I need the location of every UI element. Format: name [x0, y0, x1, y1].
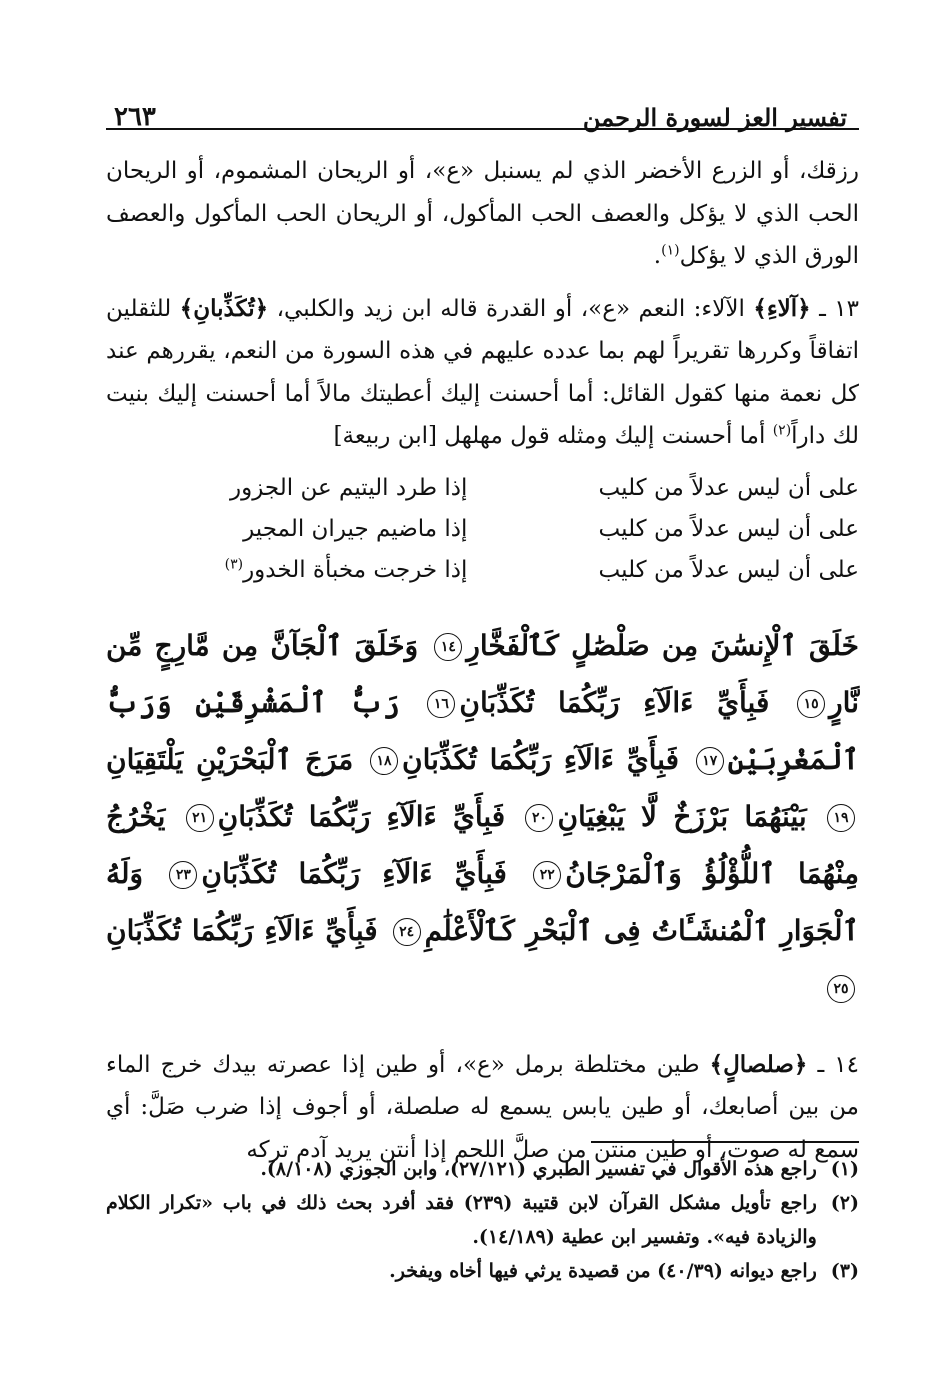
footnote-text: راجع هذه الأقوال في تفسير الطبري (٢٧/١٢١)، وابن الجوزي (٨/١٠٨).: [260, 1158, 817, 1180]
poem-line: [106, 550, 859, 591]
verse-number-marker: ٢١: [186, 804, 214, 832]
verse-number-marker: ١٦: [427, 690, 455, 718]
page-number: ٢٦٣: [114, 102, 156, 132]
poem-line: [106, 468, 859, 509]
paragraph-text: طين مختلطة برمل «ع»، أو طين إذا عصرته بيدك خرج الماء من بين أصابعك، أو طين يابس يسمع له صلصلة، أو أجوف إذا ضرب صَلَّ: أي سمع له صوت، أو طين منتن من صلَّ اللحم إذا أنتن يريد آدم تركه: [106, 1051, 859, 1163]
footnote-ref-3: (٣): [224, 555, 244, 572]
quran-verse: خَلَقَ ٱلْإِنسَٰنَ مِن صَلْصَٰلٍ كَٱلْفَخَّارِ: [466, 628, 859, 662]
quran-verse: فَبِأَيِّ ءَالَآءِ رَبِّكُمَا تُكَذِّبَانِ: [217, 799, 506, 833]
quran-verse: فَبِأَيِّ ءَالَآءِ رَبِّكُمَا تُكَذِّبَانِ: [106, 913, 378, 947]
paragraph-text: الآلاء: النعم «ع»، أو القدرة قاله ابن زيد والكلبي،: [268, 295, 754, 322]
footnote-text: راجع ديوانه (٤٠/٣٩) من قصيدة يرثي فيها أخاه ويفخر.: [389, 1260, 817, 1282]
verse-number-marker: ١٤: [434, 633, 462, 661]
quran-verse: وَخَلَقَ ٱلْجَآنَّ مِن مَّارِجٍ مِّن نَّارٍ: [106, 628, 859, 719]
quoted-word-salsal: ﴿صلصالٍ﴾: [709, 1050, 808, 1078]
poem-second-hemistich: إذا ماضيم جيران المجير: [243, 515, 468, 542]
poem-first-hemistich: على أن ليس عدلاً من كليب: [598, 515, 859, 542]
entry-number: ١٣ ـ: [819, 295, 860, 322]
poem-second-hemistich: إذا خرجت مخبأة الخدور$^{(٣)}$: [224, 555, 468, 583]
running-title: تفسير العز لسورة الرحمن: [582, 103, 847, 132]
quoted-word-alaa: ﴿آلاءِ﴾: [753, 294, 811, 322]
page-header: [108, 92, 851, 130]
quran-verse: فَبِأَيِّ ءَالَآءِ رَبِّكُمَا تُكَذِّبَانِ: [201, 856, 507, 890]
verse-number-marker: ٢٠: [525, 804, 553, 832]
footnote: [106, 1152, 859, 1186]
paragraph-end: .: [653, 243, 662, 269]
footnote-ref-2: (٢): [772, 422, 792, 439]
verse-number-marker: ٢٥: [827, 975, 855, 1003]
poem-line: [106, 509, 859, 550]
footnote-ref-1: (١): [661, 242, 680, 259]
quran-verse: بَيْنَهُمَا بَرْزَخٌ لَّا يَبْغِيَانِ: [557, 799, 807, 833]
paragraph-text: رزقك، أو الزرع الأخضر الذي لم يسنبل «ع»، أو الريحان المشموم، أو الريحان الحب الذي لا يؤكل والعصف الحب المأكول، أو الريحان الحب المأكول والعصف الورق الذي لا يؤكل: [106, 158, 859, 269]
poem-first-hemistich: على أن ليس عدلاً من كليب: [598, 556, 859, 583]
paragraph-text: للثقلين اتفاقاً وكررها تقريراً لهم بما عدده عليهم في هذه السورة من النعم، يقررهم عند كل نعمة منها كقول القائل: أما أحسنت إليك أعطيتك مالاً أما أحسنت إليك بنيت لك داراً: [106, 295, 859, 449]
verse-number-marker: ٢٤: [393, 918, 421, 946]
footnote: [106, 1186, 859, 1254]
quran-verse: يَخْرُجُ مِنْهُمَا ٱللُّؤْلُؤُ وَٱلْمَرْجَانُ: [106, 799, 860, 890]
poem-second-hemistich: إذا طرد اليتيم عن الجزور: [230, 474, 468, 501]
quran-verse: وَلَهُ ٱلْجَوَارِ ٱلْمُنشَـَٔاتُ فِى ٱلْبَحْرِ كَٱلْأَعْلَٰمِ: [106, 856, 859, 947]
poem-first-hemistich: على أن ليس عدلاً من كليب: [598, 474, 859, 501]
verse-number-marker: ٢٣: [169, 861, 197, 889]
footnote-number: (٣): [830, 1260, 859, 1282]
footnote-text: راجع تأويل مشكل القرآن لابن قتيبة (٢٣٩) فقد أفرد بحث ذلك في باب «تكرار الكلام والزيادة فيه». وتفسير ابن عطية (١٤/١٨٩).: [106, 1192, 817, 1248]
quran-verse: فَبِأَيِّ ءَالَآءِ رَبِّكُمَا تُكَذِّبَانِ: [459, 685, 770, 719]
quran-verse: فَبِأَيِّ ءَالَآءِ رَبِّكُمَا تُكَذِّبَانِ: [402, 742, 679, 776]
verse-number-marker: ١٧: [696, 747, 724, 775]
quran-verse: رَبُّ ٱلْمَشْرِقَيْنِ وَرَبُّ ٱلْمَغْرِبَيْنِ: [106, 685, 860, 776]
header-rule: [106, 128, 859, 130]
paragraph-verse-13: [106, 288, 859, 458]
quran-verse: مَرَجَ ٱلْبَحْرَيْنِ يَلْتَقِيَانِ: [106, 742, 354, 776]
paragraph-rizq: [106, 150, 859, 278]
verse-number-marker: ١٩: [827, 804, 855, 832]
entry-number: ١٤ ـ: [817, 1051, 859, 1078]
footnote-number: (٢): [830, 1192, 859, 1214]
verse-number-marker: ٢٢: [533, 861, 561, 889]
quran-passage: [106, 617, 859, 1016]
quoted-word-tukadhiban: ﴿تُكَذِّبانِ﴾: [179, 294, 269, 322]
footnote-rule: [591, 1141, 859, 1143]
footnotes: [106, 1152, 859, 1288]
footnote: [106, 1254, 859, 1288]
paragraph-text: أما أحسنت إليك ومثله قول مهلهل [ابن ربيعة]: [333, 423, 773, 449]
verse-number-marker: ١٥: [797, 690, 825, 718]
page-body: [106, 150, 859, 1171]
verse-number-marker: ١٨: [370, 747, 398, 775]
poem: [106, 468, 859, 591]
footnote-number: (١): [830, 1158, 859, 1180]
